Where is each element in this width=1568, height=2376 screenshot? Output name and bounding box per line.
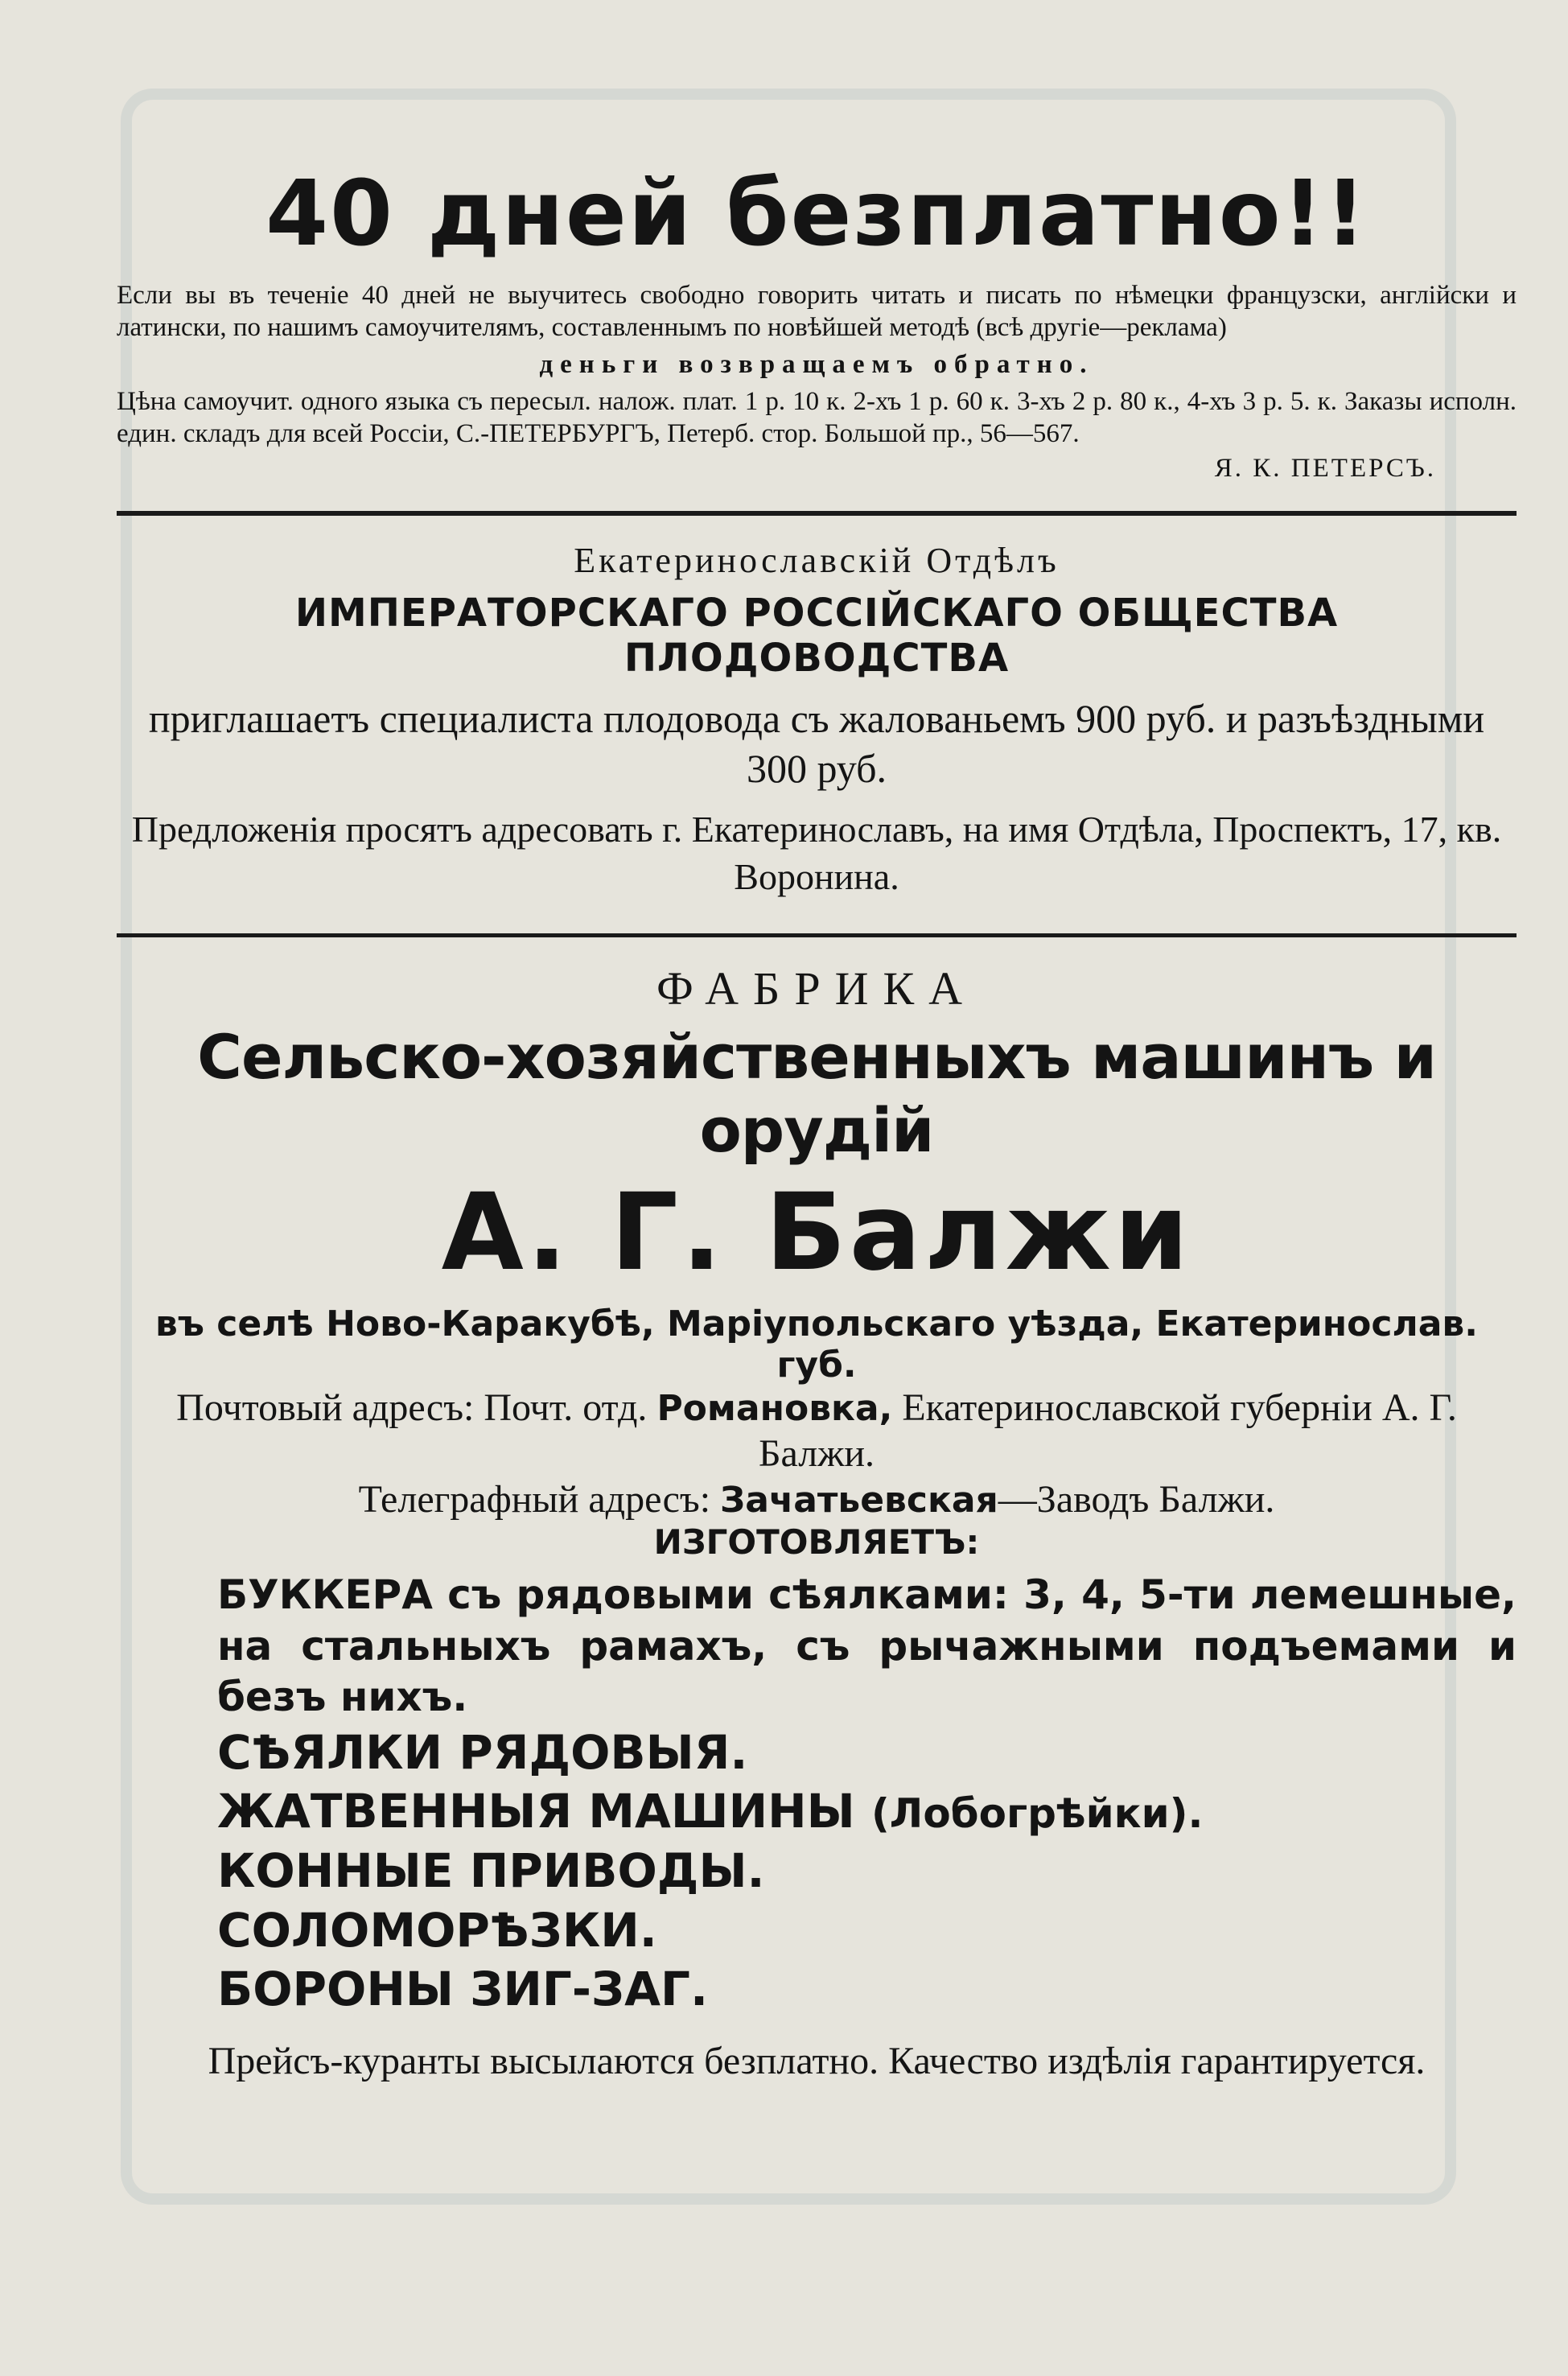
- list-item-main: ЖАТВЕННЫЯ МАШИНЫ: [217, 1784, 855, 1839]
- language-ad: [117, 162, 1517, 484]
- list-item-note: (Лобогрѣйки).: [870, 1790, 1204, 1838]
- job-offer: приглашаетъ специалиста плодовода съ жалованьемъ 900 руб. и разъѣздными 300 руб.: [148, 695, 1485, 792]
- divider: [117, 511, 1517, 516]
- list-item: [217, 1782, 1517, 1842]
- manufactures-label: ИЗГОТОВЛЯЕТЪ:: [653, 1522, 980, 1563]
- telegraph-label: Телеграфный адресъ:: [358, 1477, 711, 1521]
- telegraph-address: [117, 1477, 1517, 1523]
- signature: Я. К. ПЕТЕРСЪ.: [1214, 453, 1436, 483]
- list-item: БОРОНЫ ЗИГ-ЗАГ.: [217, 1962, 709, 2017]
- horticulture-ad: [117, 540, 1517, 902]
- language-ad-body: Если вы въ теченіе 40 дней не выучитесь свободно говорить читать и писать по нѣмецки французски, англійски и латински, по нашимъ самоучителямъ, составленнымъ по новѣйшей методѣ (всѣ другіе—реклама): [117, 281, 1517, 342]
- society-name: ИМПЕРАТОРСКАГО РОССІЙСКАГО ОБЩЕСТВА ПЛОДОВОДСТВА: [294, 590, 1339, 681]
- page-content: [117, 162, 1517, 2086]
- postal-office: Романовка,: [656, 1388, 893, 1430]
- telegraph-rest: —Заводъ Балжи.: [998, 1477, 1275, 1521]
- factory-ad: [117, 962, 1517, 2086]
- postal-label: Почтовый адресъ: Почт. отд.: [176, 1386, 648, 1430]
- divider: [117, 933, 1517, 937]
- price-details: Цѣна самоучит. одного языка съ пересыл. налож. плат. 1 р. 10 к. 2-хъ 1 р. 60 к. 3-хъ 2 р. 80 к., 4-хъ 3 р. 5. к. Заказы исполн. един. складъ для всей Россіи, С.-ПЕТЕРБУРГЪ, Петерб. стор. Большой пр., 56—567.: [117, 387, 1517, 448]
- factory-location: въ селѣ Ново-Каракубѣ, Маріупольскаго уѣзда, Екатеринослав. губ.: [155, 1303, 1478, 1386]
- list-item: СОЛОМОРѢЗКИ.: [217, 1902, 657, 1958]
- price-list-footer: Прейсъ-куранты высылаются безплатно. Качество издѣлія гарантируется.: [208, 2039, 1426, 2082]
- product-list: [217, 1570, 1517, 2020]
- factory-subtitle: Сельско-хозяйственныхъ машинъ и орудій: [197, 1021, 1436, 1167]
- factory-owner-name: А. Г. Балжи: [441, 1170, 1192, 1295]
- list-item: КОННЫЕ ПРИВОДЫ.: [217, 1843, 765, 1899]
- headline: 40 дней безплатно!!: [265, 162, 1368, 266]
- contact-address: Предложенія просятъ адресовать г. Екатеринославъ, на имя Отдѣла, Проспектъ, 17, кв. Воронина.: [131, 808, 1502, 898]
- money-back-line: деньги возвращаемъ обратно.: [539, 350, 1094, 380]
- telegraph-name: Зачатьевская: [720, 1479, 998, 1521]
- factory-label: ФАБРИКА: [656, 962, 977, 1015]
- list-item: БУККЕРА съ рядовыми сѣялками: 3, 4, 5-ти лемешные, на стальныхъ рамахъ, съ рычажными подъемами и безъ нихъ.: [217, 1571, 1517, 1721]
- list-item: СѢЯЛКИ РЯДОВЫЯ.: [217, 1724, 748, 1780]
- postal-rest: Екатеринославской губерніи А. Г. Балжи.: [758, 1386, 1457, 1475]
- postal-address: [117, 1386, 1517, 1476]
- department-name: Екатеринославскій Отдѣлъ: [574, 540, 1060, 580]
